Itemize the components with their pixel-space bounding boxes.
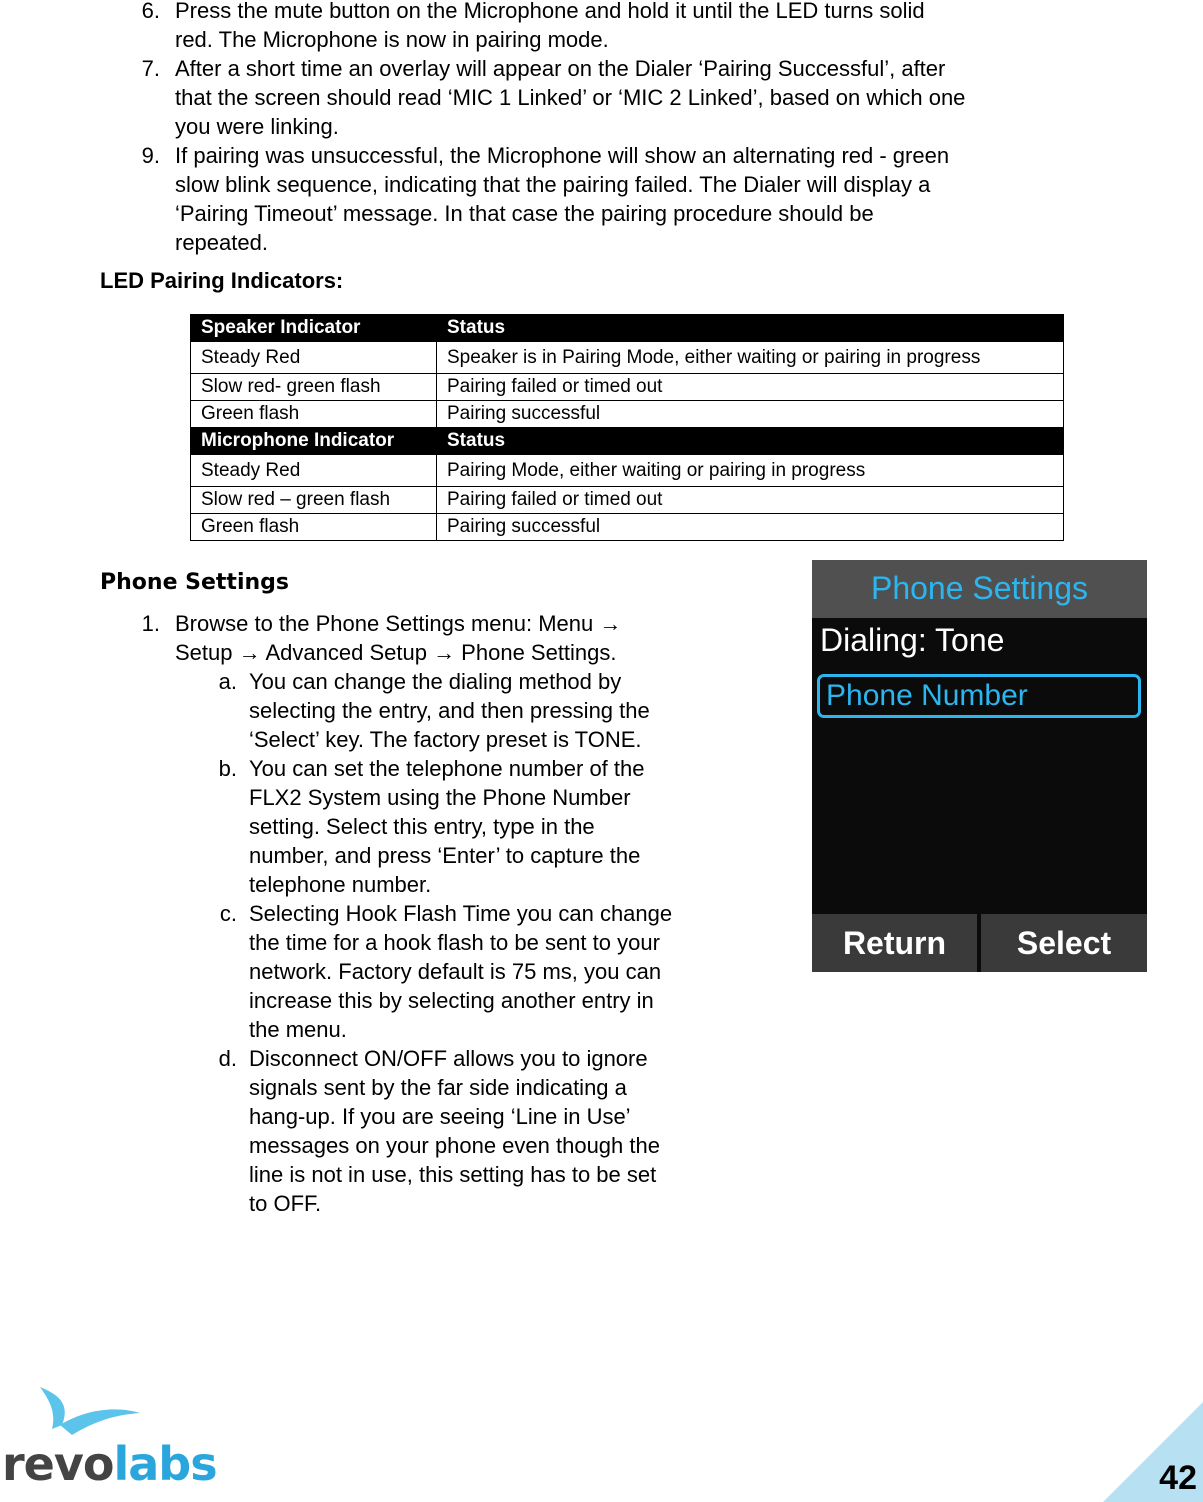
table-cell: Steady Red	[191, 455, 437, 487]
list-item-7: 7. After a short time an overlay will appear on the Dialer ‘Pairing Successful’, after that the screen should read ‘MIC 1 Linked’ or ‘MIC 2 Linked’, based on which one you were linking.	[130, 54, 1080, 141]
table-cell: Pairing failed or timed out	[437, 374, 1064, 401]
led-heading: LED Pairing Indicators:	[100, 268, 344, 293]
substep-c: c. Selecting Hook Flash Time you can change the time for a hook flash to be sent to your network. Factory default is 75 ms, you can increase this by selecting another entry in the menu.	[205, 899, 745, 1044]
list-number: 7.	[141, 56, 160, 81]
table-row	[191, 487, 1064, 514]
screen-return-button: Return	[812, 914, 977, 972]
list-number: 9.	[141, 143, 160, 168]
table-header-row	[191, 428, 1064, 455]
substep-d: d. Disconnect ON/OFF allows you to ignore signals sent by the far side indicating a hang-up. If you are seeing ‘Line in Use’ messages on your phone even though the line is not in use, this setting has to be set to OFF.	[205, 1044, 745, 1218]
page-number: 42	[1159, 1459, 1197, 1497]
header-cell: Microphone Indicator	[191, 428, 437, 455]
logo-text-labs: labs	[113, 1437, 217, 1491]
screen-phone-number-entry: Phone Number	[817, 674, 1141, 718]
substep-b: b. You can set the telephone number of the FLX2 System using the Phone Number setting. Select this entry, type in the number, and press ‘Enter’ to capture the telephone number.	[205, 754, 745, 899]
list-item-6: 6. Press the mute button on the Microphone and hold it until the LED turns solid red. The Microphone is now in pairing mode.	[130, 0, 1080, 54]
substep-letter: c.	[219, 901, 237, 926]
led-table	[190, 314, 1064, 541]
substep-letter: d.	[218, 1046, 237, 1071]
table-row	[191, 455, 1064, 487]
header-cell: Status	[437, 428, 1064, 455]
screen-dialing-entry: Dialing: Tone	[820, 622, 1005, 658]
table-cell: Pairing Mode, either waiting or pairing in progress	[437, 455, 1064, 487]
list-number: 6.	[141, 0, 160, 23]
table-cell: Pairing successful	[437, 401, 1064, 428]
revolabs-logo	[0, 1385, 217, 1500]
logo-text-revo: revo	[2, 1437, 114, 1491]
substep-letter: b.	[218, 756, 237, 781]
table-row	[191, 514, 1064, 541]
substep-letter: a.	[218, 669, 237, 694]
header-cell: Speaker Indicator	[191, 315, 437, 342]
table-cell: Green flash	[191, 514, 437, 541]
screen-title: Phone Settings	[812, 560, 1147, 618]
table-cell: Steady Red	[191, 342, 437, 374]
list-item-9: 9. If pairing was unsuccessful, the Microphone will show an alternating red - green slow blink sequence, indicating that the pairing failed. The Dialer will display a ‘Pairing Timeout’ message. In that case the pairing procedure should be repeated.	[130, 141, 1080, 257]
table-cell: Pairing successful	[437, 514, 1064, 541]
table-cell: Slow red- green flash	[191, 374, 437, 401]
table-cell: Slow red – green flash	[191, 487, 437, 514]
phone-settings-screen	[812, 560, 1147, 972]
step-1: 1. Browse to the Phone Settings menu: Menu → Setup → Advanced Setup → Phone Settings.	[130, 609, 730, 667]
table-row	[191, 374, 1064, 401]
logo-wing-icon	[0, 1385, 160, 1445]
phone-settings-heading: Phone Settings	[100, 570, 289, 595]
table-cell: Green flash	[191, 401, 437, 428]
table-cell: Pairing failed or timed out	[437, 487, 1064, 514]
substep-a: a. You can change the dialing method by selecting the entry, and then pressing the ‘Select’ key. The factory preset is TONE.	[205, 667, 745, 754]
list-number: 1.	[141, 611, 160, 636]
top-list	[130, 0, 1080, 257]
table-row	[191, 401, 1064, 428]
table-header-row	[191, 315, 1064, 342]
header-cell: Status	[437, 315, 1064, 342]
table-row	[191, 342, 1064, 374]
screen-select-button: Select	[981, 914, 1147, 972]
table-cell: Speaker is in Pairing Mode, either waiting or pairing in progress	[437, 342, 1064, 374]
substep-list	[205, 667, 745, 1218]
